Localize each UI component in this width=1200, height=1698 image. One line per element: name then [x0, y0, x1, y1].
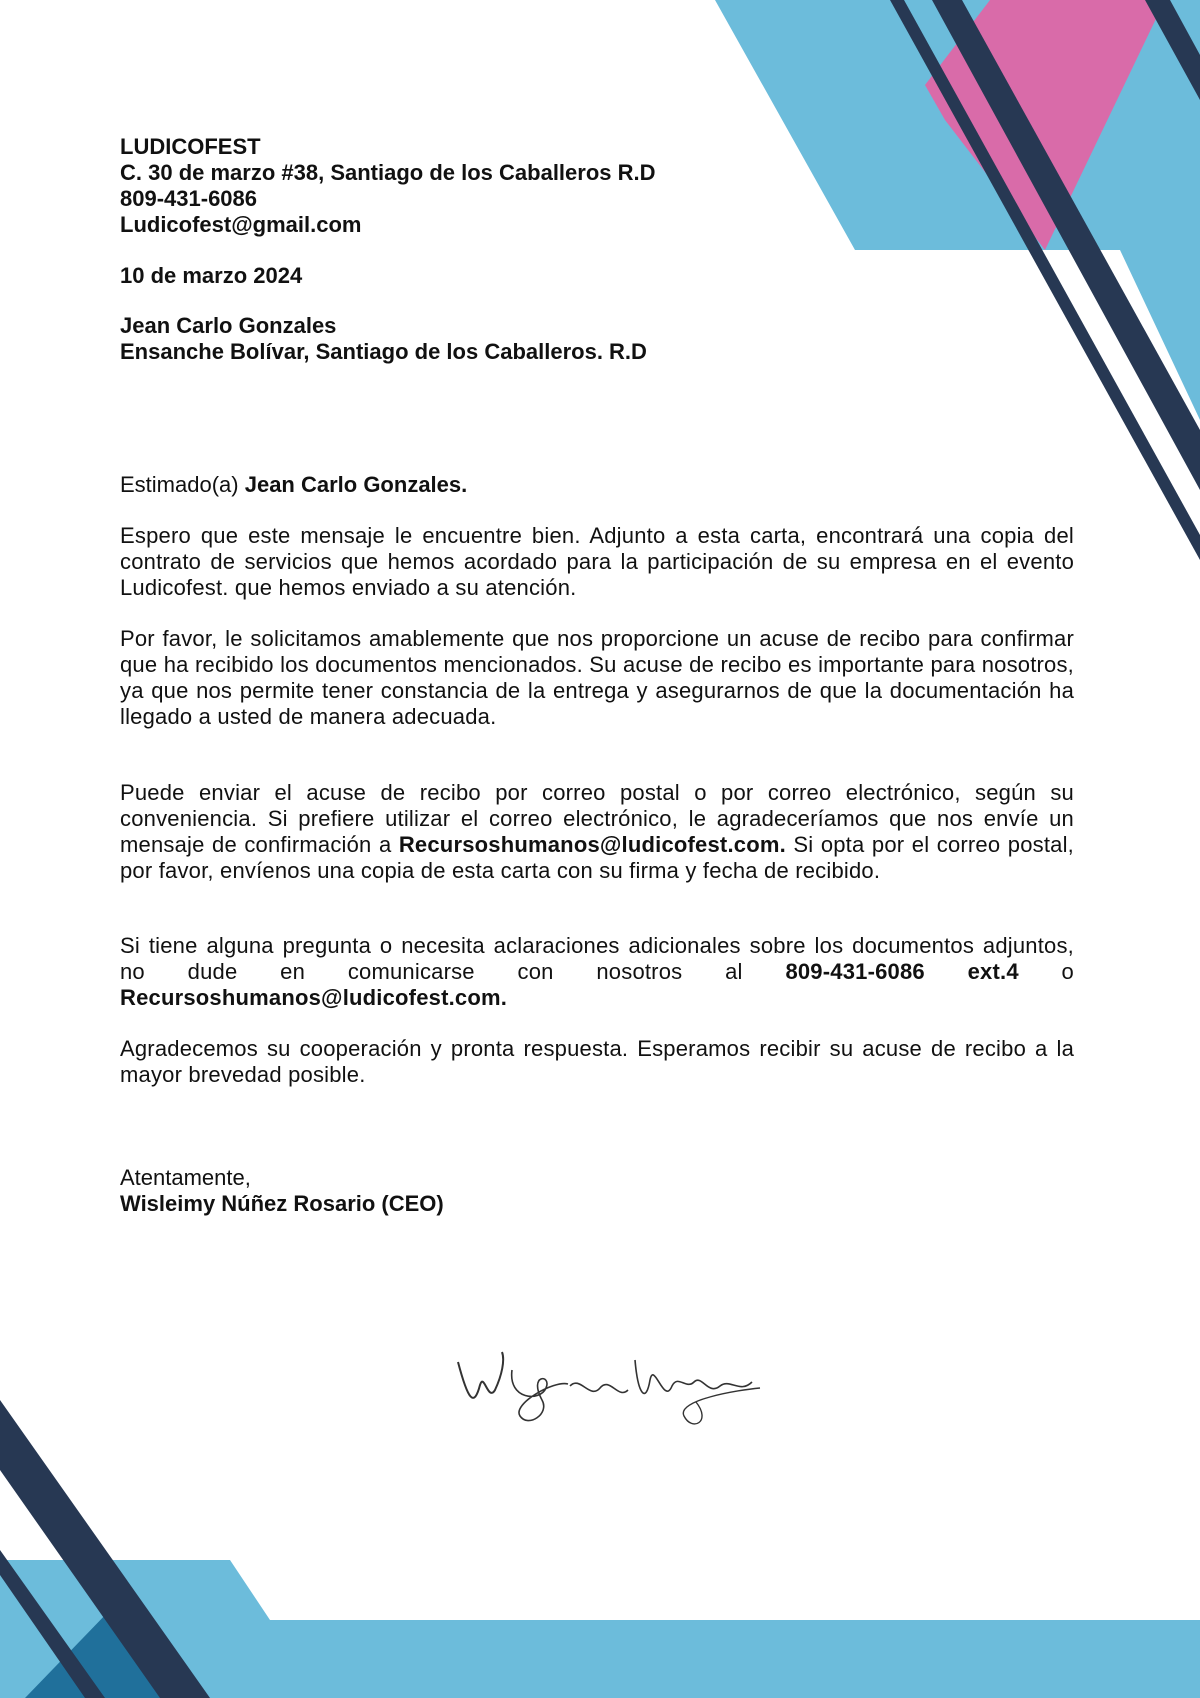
paragraph-4-text-b: o	[1018, 959, 1074, 984]
paragraph-1: Espero que este mensaje le encuentre bien. Adjunto a esta carta, encontrará una copia del contrato de servicios que hemos acordado para la participación de su empresa en el evento Ludicofest. que hemos enviado a su atención.	[120, 523, 1074, 600]
recipient-address: Ensanche Bolívar, Santiago de los Caballeros. R.D	[120, 339, 647, 364]
salutation	[120, 472, 467, 498]
handwritten-signature	[450, 1330, 770, 1440]
hr-email-link-2[interactable]: Recursoshumanos@ludicofest.com.	[120, 985, 508, 1010]
paragraph-3	[120, 780, 1074, 884]
closing-farewell: Atentamente,	[120, 1165, 251, 1190]
salutation-name: Jean Carlo Gonzales.	[244, 472, 468, 497]
paragraph-3-text-a: Puede enviar el acuse de recibo por correo postal o por correo electrónico, según su conveniencia. Si prefiere utilizar el correo electrónico, le agradeceríamos que nos envíe un mensaje de confirmación a	[120, 780, 1074, 857]
paragraph-2: Por favor, le solicitamos amablemente que nos proporcione un acuse de recibo para confirmar que ha recibido los documentos mencionados. Su acuse de recibo es importante para nosotros, ya que nos permite tener constancia de la entrega y asegurarnos de que la documentación ha llegado a usted de manera adecuada.	[120, 626, 1074, 729]
paragraph-5: Agradecemos su cooperación y pronta respuesta. Esperamos recibir su acuse de recibo a la mayor brevedad posible.	[120, 1036, 1074, 1087]
salutation-prefix: Estimado(a)	[120, 472, 245, 497]
letter-date: 10 de marzo 2024	[120, 263, 303, 288]
contact-phone: 809-431-6086 ext.4	[785, 959, 1019, 984]
hr-email-link[interactable]: Recursoshumanos@ludicofest.com.	[398, 832, 786, 857]
sender-phone: 809-431-6086	[120, 186, 258, 211]
sender-email: Ludicofest@gmail.com	[120, 212, 362, 237]
recipient-name: Jean Carlo Gonzales	[120, 313, 337, 338]
sender-address: C. 30 de marzo #38, Santiago de los Caballeros R.D	[120, 160, 656, 185]
signer-name: Wisleimy Núñez Rosario (CEO)	[120, 1191, 444, 1216]
paragraph-4	[120, 933, 1074, 1011]
paragraph-4-text-a: Si tiene alguna pregunta o necesita aclaraciones adicionales sobre los documentos adjuntos, no dude en comunicarse con nosotros al	[120, 933, 1074, 984]
paragraph-3-text-b: Si opta por el correo postal, por favor, envíenos una copia de esta carta con su firma y fecha de recibido.	[120, 832, 1074, 883]
sender-company: LUDICOFEST	[120, 134, 261, 159]
